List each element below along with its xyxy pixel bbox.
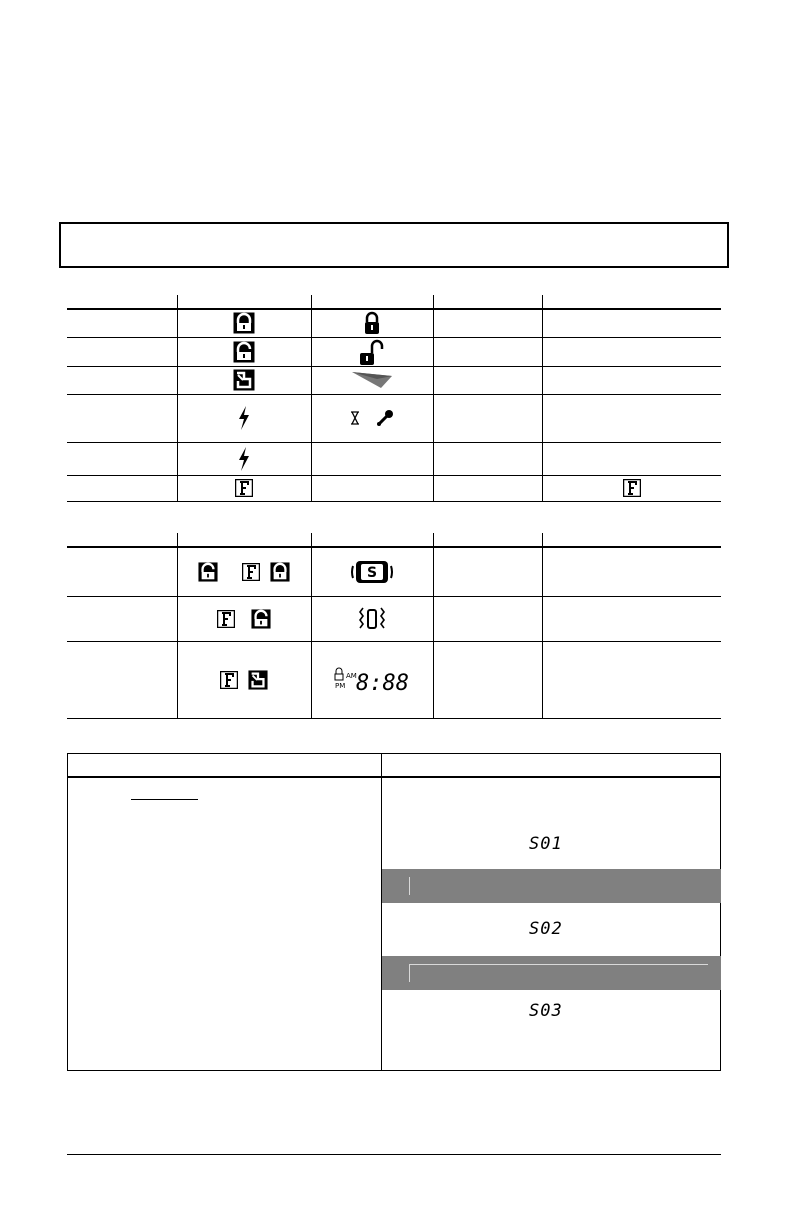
pm-indicator: PM <box>335 681 346 690</box>
padlock-locked-icon <box>364 311 380 335</box>
footer-rule <box>67 1154 721 1155</box>
trunk-open-icon <box>351 370 393 390</box>
remote-button-cell <box>177 309 311 337</box>
remote-button-combo-cell <box>177 641 311 718</box>
function-f-icon <box>217 610 235 628</box>
silent-mode-icon <box>351 559 393 585</box>
lock-open-icon <box>198 562 218 582</box>
cell <box>433 309 542 337</box>
lock-open-icon <box>233 341 255 363</box>
table-row <box>67 309 721 337</box>
vibrate-icon <box>357 605 387 633</box>
settings-guide-box <box>67 753 721 1071</box>
table-row <box>67 641 721 718</box>
clock-display-icon <box>334 666 410 694</box>
remote-button-cell <box>177 475 311 501</box>
table-header-cell <box>542 295 721 309</box>
row-label <box>67 442 177 475</box>
cell <box>542 309 721 337</box>
table-row <box>67 394 721 442</box>
table-header-cell <box>542 533 721 547</box>
icon-table-2 <box>67 533 721 719</box>
remote-button-combo-cell <box>177 596 311 641</box>
display-icon-cell <box>311 547 433 596</box>
lcd-code-s03: S03 <box>529 1001 563 1021</box>
row-label <box>67 337 177 366</box>
lcd-code-s01: S01 <box>529 834 563 854</box>
lock-closed-icon <box>233 312 255 334</box>
am-indicator: AM <box>346 671 357 680</box>
row-label <box>67 366 177 394</box>
cell <box>542 366 721 394</box>
cell <box>542 641 721 718</box>
cell <box>433 547 542 596</box>
icon-table-1 <box>67 295 721 502</box>
notice-box <box>59 222 729 268</box>
underlined-term <box>131 799 198 800</box>
display-icon-cell <box>311 641 433 718</box>
trunk-icon <box>248 670 268 690</box>
table-row <box>67 475 721 501</box>
table-header-cell <box>433 533 542 547</box>
lock-open-icon <box>251 609 271 629</box>
cell <box>433 475 542 501</box>
highlight-band <box>382 869 721 903</box>
cell <box>433 366 542 394</box>
display-icon-cell <box>311 337 433 366</box>
cell <box>311 475 433 501</box>
remote-button-cell <box>177 394 311 442</box>
silent-mode-letter: S <box>366 564 378 581</box>
cell <box>433 337 542 366</box>
guide-header <box>68 754 720 778</box>
row-label <box>67 394 177 442</box>
table-header-cell <box>177 533 311 547</box>
remote-button-cell <box>177 366 311 394</box>
display-icon-cell <box>311 309 433 337</box>
cell <box>311 442 433 475</box>
lcd-code-s02: S02 <box>529 919 563 939</box>
cell <box>433 596 542 641</box>
cell <box>542 442 721 475</box>
table-header-cell <box>67 295 177 309</box>
row-label <box>67 475 177 501</box>
cell <box>433 394 542 442</box>
guide-column-divider <box>381 754 382 1070</box>
cell <box>542 547 721 596</box>
highlight-band <box>382 956 721 990</box>
row-label <box>67 596 177 641</box>
row-label <box>67 641 177 718</box>
table-row <box>67 547 721 596</box>
table-header-cell <box>67 533 177 547</box>
trunk-icon <box>233 369 255 391</box>
lightning-icon <box>238 447 250 471</box>
table-header-cell <box>311 533 433 547</box>
lightning-icon <box>238 406 250 430</box>
table-header-cell <box>177 295 311 309</box>
cell <box>433 641 542 718</box>
table-header-cell <box>311 295 433 309</box>
row-label <box>67 547 177 596</box>
display-icon-cell <box>311 596 433 641</box>
remote-button-cell <box>177 442 311 475</box>
remote-button-cell <box>177 337 311 366</box>
display-icon-cell <box>311 394 433 442</box>
row-label <box>67 309 177 337</box>
cell <box>433 442 542 475</box>
cell <box>542 337 721 366</box>
function-f-icon <box>242 563 260 581</box>
table-row <box>67 366 721 394</box>
function-f-icon <box>220 671 238 689</box>
function-f-icon <box>623 479 641 497</box>
key-icon <box>376 409 394 427</box>
padlock-unlocked-icon <box>359 338 385 366</box>
lock-closed-icon <box>270 562 290 582</box>
table-header-cell <box>433 295 542 309</box>
cell <box>542 475 721 501</box>
function-f-icon <box>235 479 253 497</box>
table-row <box>67 442 721 475</box>
table-row <box>67 337 721 366</box>
display-icon-cell <box>311 366 433 394</box>
hourglass-icon <box>350 411 360 425</box>
cell <box>542 596 721 641</box>
table-header-row <box>67 533 721 547</box>
table-header-row <box>67 295 721 309</box>
clock-digits: 8:88 <box>356 670 409 694</box>
table-row <box>67 596 721 641</box>
cell <box>542 394 721 442</box>
remote-button-combo-cell <box>177 547 311 596</box>
